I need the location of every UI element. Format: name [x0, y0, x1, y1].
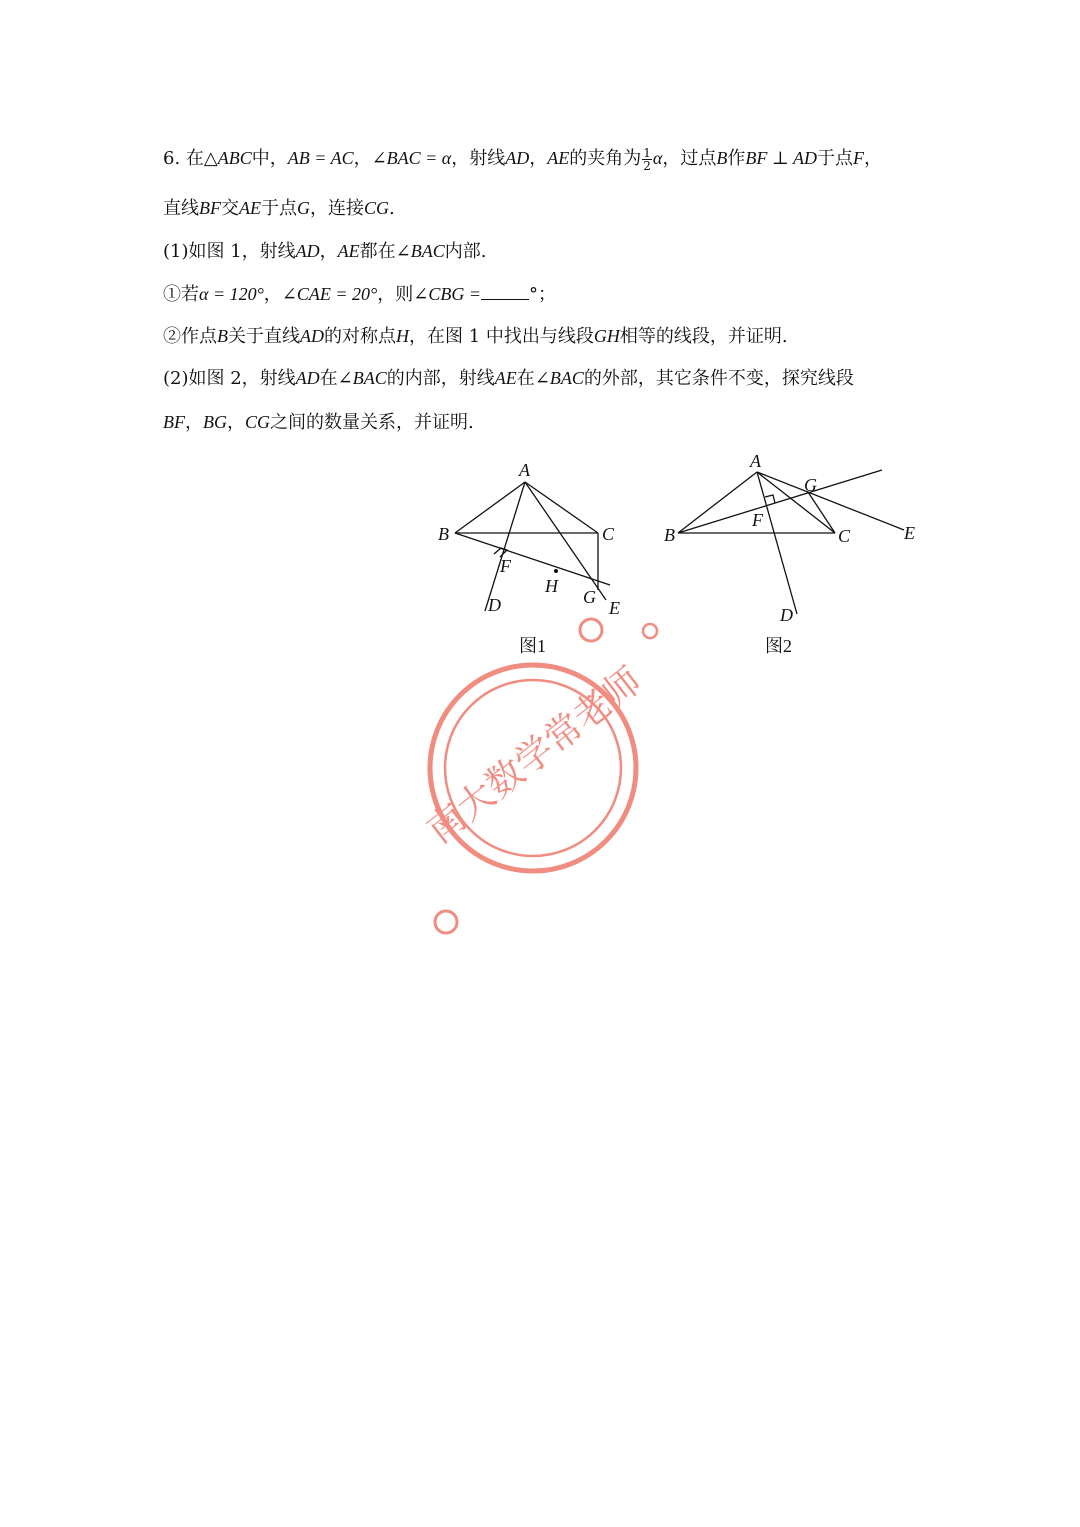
- fig1-segment-ab: [455, 482, 525, 533]
- fig2-label-b: B: [664, 525, 675, 545]
- fig2-segment-ab: [678, 472, 757, 533]
- fig2-label-a: A: [750, 451, 761, 471]
- fig1-label-e: E: [609, 598, 620, 618]
- fig2-segment-ac: [757, 472, 835, 533]
- fig1-label-a: A: [519, 460, 530, 480]
- watermark-stamp: [419, 619, 657, 933]
- fig1-ray-ae: [525, 482, 606, 600]
- problem-line-1: 6. 在△ABC中，AB = AC，∠BAC = α，射线AD，AE的夹角为 $\frac{1}{2}$ α，过点B作BF ⊥ AD于点F，: [163, 145, 882, 173]
- problem-line-3: (1)如图 1，射线AD，AE都在∠BAC内部.: [163, 241, 487, 262]
- fig2-label-c: C: [838, 526, 851, 546]
- stamp-small-circle-3: [435, 911, 457, 933]
- fig1-caption: 图1: [519, 636, 546, 656]
- stamp-small-circle-2: [643, 624, 657, 638]
- problem-line-2: 直线BF交AE于点G，连接CG.: [163, 198, 395, 219]
- fig1-label-h: H: [545, 576, 558, 596]
- fig1-ray-ad: [485, 482, 525, 611]
- fig2-label-f: F: [752, 510, 763, 530]
- fig2-ray-ad: [757, 472, 797, 614]
- problem-line-7: BF，BG，CG之间的数量关系，并证明.: [163, 412, 474, 433]
- fig2-segment-cg: [808, 492, 835, 533]
- problem-line-6: (2)如图 2，射线AD在∠BAC的内部，射线AE在∠BAC的外部，其它条件不变，探究线段: [163, 368, 854, 389]
- fig2-right-angle-mark: [765, 495, 775, 503]
- stamp-text: 南大数学常老师: [419, 658, 650, 853]
- fig2-label-e: E: [904, 523, 915, 543]
- fig2-label-g: G: [804, 475, 817, 495]
- fig2-caption: 图2: [765, 636, 792, 656]
- fig1-label-d: D: [488, 595, 501, 615]
- fig1-line-bg: [455, 533, 610, 585]
- fig1-label-c: C: [602, 524, 615, 544]
- fraction-one-half: $\frac{1}{2}$: [643, 145, 651, 173]
- problem-number: 6.: [163, 148, 181, 169]
- problem-line-5: ②作点B关于直线AD的对称点H，在图 1 中找出与线段GH相等的线段，并证明.: [163, 326, 788, 347]
- fig1-label-b: B: [438, 524, 449, 544]
- figure-2: [664, 451, 915, 656]
- fig1-segment-ac: [525, 482, 598, 533]
- fig2-label-d: D: [780, 605, 793, 625]
- fig1-label-g: G: [583, 587, 596, 607]
- fig2-ray-ae: [757, 472, 904, 530]
- problem-line-4: ①若α = 120°，∠CAE = 20°，则∠CBG = °；: [163, 284, 556, 305]
- fig1-label-f: F: [500, 556, 511, 576]
- fig1-point-h: [554, 569, 558, 573]
- figure-1: [438, 460, 620, 656]
- fig2-line-bg: [678, 470, 882, 533]
- stamp-small-circle-1: [580, 619, 602, 641]
